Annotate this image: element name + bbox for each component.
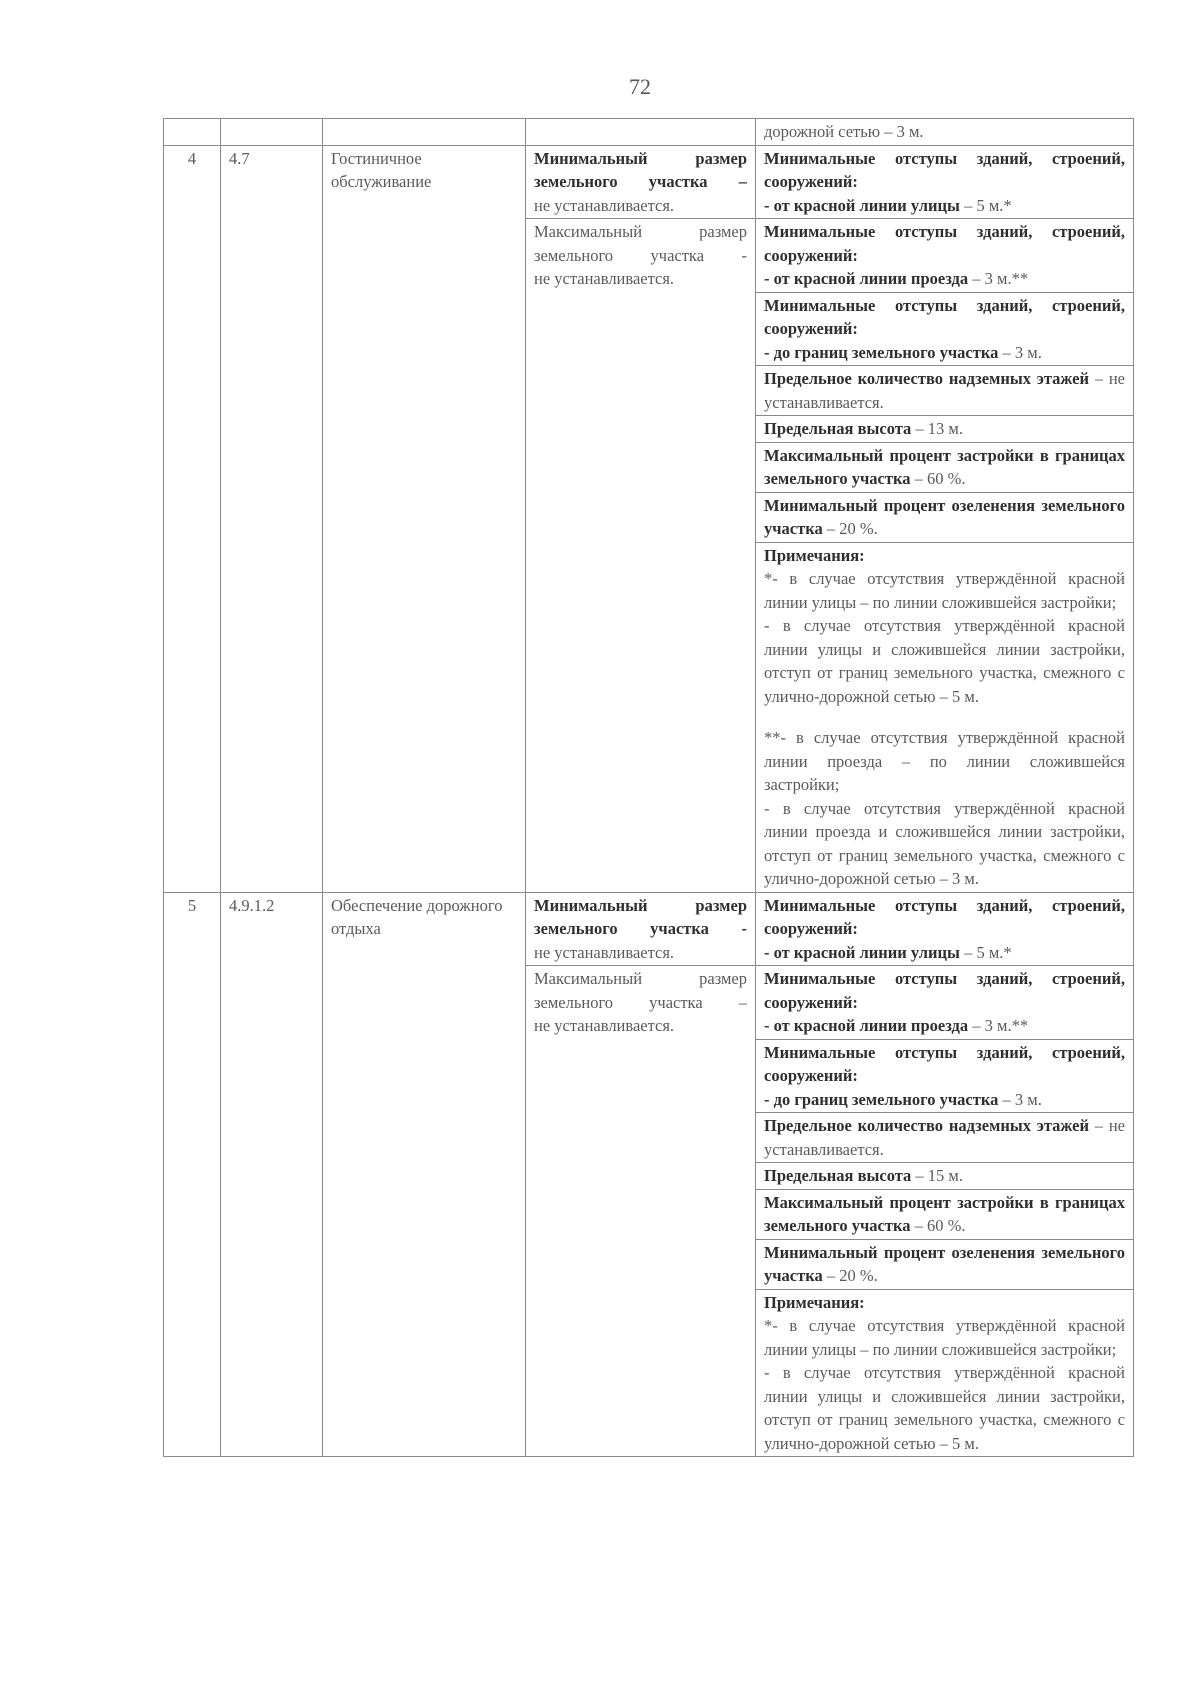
row-number: 4	[164, 145, 221, 892]
max-plot-size: Максимальный размер земельного участка – не устанавливается.	[526, 966, 756, 1457]
use-code: 4.9.1.2	[221, 892, 323, 1457]
table-row	[164, 892, 1134, 966]
coverage-limit: Максимальный процент застройки в границах земельного участка – 60 %.	[756, 442, 1134, 492]
notes: Примечания: *- в случае отсутствия утверждённой красной линии улицы – по линии сложившейся застройки; - в случае отсутствия утверждённой красной линии улицы и сложившейся линии застройки, отступ от границ земельного участка, смежного с улично-дорожной сетью – 5 м. **- в случае отсутствия утверждённой красной линии проезда – по линии сложившейся застройки; - в случае отсутствия утверждённой красной линии проезда и сложившейся линии застройки, отступ от границ земельного участка, смежного с улично-дорожной сетью – 3 м.	[756, 542, 1134, 892]
continued-text: дорожной сетью – 3 м.	[756, 119, 1134, 146]
coverage-limit: Максимальный процент застройки в границах земельного участка – 60 %.	[756, 1189, 1134, 1239]
notes: Примечания: *- в случае отсутствия утверждённой красной линии улицы – по линии сложившейся застройки; - в случае отсутствия утверждённой красной линии улицы и сложившейся линии застройки, отступ от границ земельного участка, смежного с улично-дорожной сетью – 5 м.	[756, 1289, 1134, 1457]
floors-limit: Предельное количество надземных этажей – не устанавливается.	[756, 1113, 1134, 1163]
setback-road: Минимальные отступы зданий, строений, сооружений: - от красной линии проезда – 3 м.**	[756, 966, 1134, 1040]
table-row	[164, 145, 1134, 219]
setback-street: Минимальные отступы зданий, строений, сооружений: - от красной линии улицы – 5 м.*	[756, 145, 1134, 219]
use-code: 4.7	[221, 145, 323, 892]
green-limit: Минимальный процент озеленения земельного участка – 20 %.	[756, 1239, 1134, 1289]
use-name: Гостиничное обслуживание	[323, 145, 526, 892]
table-row	[164, 119, 1134, 146]
height-limit: Предельная высота – 13 м.	[756, 416, 1134, 443]
use-name: Обеспечение дорожного отдыха	[323, 892, 526, 1457]
green-limit: Минимальный процент озеленения земельного участка – 20 %.	[756, 492, 1134, 542]
row-number: 5	[164, 892, 221, 1457]
height-limit: Предельная высота – 15 м.	[756, 1163, 1134, 1190]
zoning-table	[163, 118, 1134, 1457]
floors-limit: Предельное количество надземных этажей – не устанавливается.	[756, 366, 1134, 416]
min-plot-size: Минимальный размер земельного участка – не устанавливается.	[526, 145, 756, 219]
min-plot-size: Минимальный размер земельного участка - не устанавливается.	[526, 892, 756, 966]
max-plot-size: Максимальный размер земельного участка - не устанавливается.	[526, 219, 756, 893]
page-number: 72	[629, 74, 651, 99]
setback-street: Минимальные отступы зданий, строений, сооружений: - от красной линии улицы – 5 м.*	[756, 892, 1134, 966]
setback-border: Минимальные отступы зданий, строений, сооружений: - до границ земельного участка – 3 м.	[756, 1039, 1134, 1113]
setback-road: Минимальные отступы зданий, строений, сооружений: - от красной линии проезда – 3 м.**	[756, 219, 1134, 293]
setback-border: Минимальные отступы зданий, строений, сооружений: - до границ земельного участка – 3 м.	[756, 292, 1134, 366]
